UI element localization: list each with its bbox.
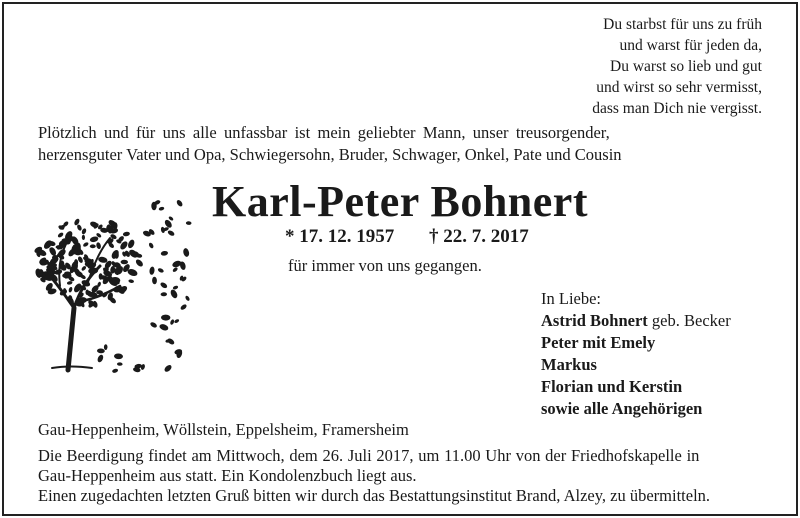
leaf-shape: [114, 353, 123, 359]
funeral-details: [38, 446, 762, 506]
mourners-list: [541, 288, 731, 420]
mourner-wife-suffix: geb. Becker: [647, 311, 731, 330]
passed-text: für immer von uns gegangen.: [288, 256, 482, 275]
poem-line: und wirst so sehr vermisst,: [596, 79, 762, 96]
leaf-shape: [97, 348, 105, 353]
life-dates: [285, 226, 529, 248]
leaf-shape: [158, 206, 164, 211]
leaf-shape: [160, 250, 168, 256]
leaf-shape: [160, 226, 165, 233]
leaf-shape: [182, 248, 190, 258]
leaf-shape: [98, 256, 108, 264]
death-date: † 22. 7. 2017: [429, 226, 529, 247]
leaf-shape: [149, 266, 155, 275]
mourner-line: Florian und Kerstin: [541, 377, 683, 396]
leaf-shape: [172, 285, 178, 290]
places-line: Gau-Heppenheim, Wöllstein, Eppelsheim, Framersheim: [38, 420, 409, 439]
leaf-shape: [186, 221, 192, 225]
leaf-shape: [170, 319, 175, 325]
leaf-shape: [121, 260, 128, 265]
mourner-line: [541, 310, 731, 332]
mourners-heading: In Liebe:: [541, 289, 602, 308]
leaf-shape: [82, 241, 89, 247]
leaf-shape: [161, 315, 171, 321]
birth-date: * 17. 12. 1957: [285, 226, 395, 247]
poem: [592, 14, 762, 119]
poem-line: dass man Dich nie vergisst.: [592, 100, 762, 117]
leaf-shape: [112, 368, 119, 373]
mourner-line: Markus: [541, 355, 597, 374]
leaf-shape: [169, 288, 178, 299]
leaf-shape: [67, 281, 73, 286]
leaf-shape: [123, 231, 131, 237]
intro-line: Plötzlich und für uns alle unfassbar ist mein geliebter Mann, unser treusorgender,: [38, 123, 610, 142]
mourner-wife: Astrid Bohnert: [541, 311, 648, 330]
leaf-shape: [185, 295, 191, 302]
leaf-shape: [81, 265, 87, 271]
intro-text: [38, 122, 762, 166]
leaf-shape: [89, 236, 99, 243]
mourner-line: Peter mit Emely: [541, 333, 656, 352]
mourner-line: sowie alle Angehörigen: [541, 399, 703, 418]
poem-line: Du starbst für uns zu früh: [603, 16, 762, 33]
details-line: Einen zugedachten letzten Gruß bitten wir durch das Bestattungsinstitut Brand, Alzey, zu übermitteln.: [38, 486, 711, 505]
leaf-shape: [149, 321, 157, 329]
leaf-shape: [168, 216, 174, 222]
leaf-shape: [57, 232, 64, 239]
leaf-shape: [81, 228, 87, 235]
leaf-shape: [180, 303, 188, 310]
leaf-shape: [157, 267, 164, 273]
leaf-shape: [159, 323, 170, 332]
leaf-shape: [76, 224, 82, 231]
leaf-shape: [96, 354, 104, 363]
leaf-shape: [90, 244, 96, 248]
leaf-shape: [96, 242, 102, 250]
poem-line: und warst für jeden da,: [619, 37, 762, 54]
leaf-shape: [152, 277, 157, 285]
poem-line: Du warst so lieb und gut: [610, 58, 762, 75]
leaf-shape: [117, 362, 123, 366]
leaf-shape: [163, 364, 173, 373]
details-line: Die Beerdigung findet am Mittwoch, dem 26. Juli 2017, um 11.00 Uhr von der Friedhofskapelle in: [38, 446, 700, 465]
leaf-shape: [104, 344, 108, 350]
leaf-shape: [174, 318, 180, 323]
intro-line: herzensguter Vater und Opa, Schwiegersohn, Bruder, Schwager, Onkel, Pate und Cousin: [38, 145, 622, 164]
windblown-tree-icon: [30, 190, 195, 380]
leaf-shape: [159, 281, 168, 289]
leaf-shape: [161, 292, 168, 296]
details-line: Gau-Heppenheim aus statt. Ein Kondolenzbuch liegt aus.: [38, 466, 417, 485]
leaf-shape: [172, 267, 178, 273]
deceased-name: Karl-Peter Bohnert: [212, 177, 588, 226]
leaf-shape: [128, 279, 134, 283]
leaf-shape: [127, 239, 136, 250]
leaf-shape: [135, 258, 145, 268]
leaf-shape: [68, 286, 73, 292]
leaf-shape: [82, 235, 85, 240]
leaf-shape: [113, 222, 117, 229]
leaf-shape: [176, 199, 184, 208]
leaf-shape: [148, 242, 154, 249]
leaf-shape: [167, 229, 175, 236]
